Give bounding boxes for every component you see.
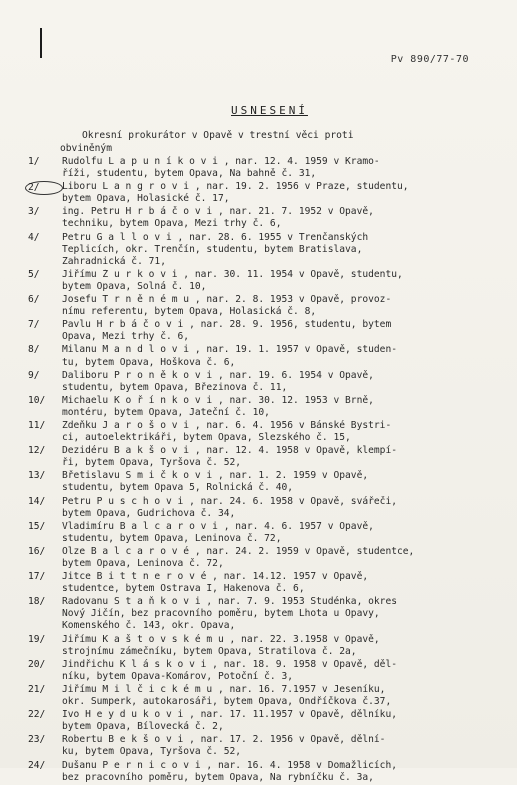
item-text-line: studentu, bytem Opava 5, Rolnická č. 40, — [62, 482, 294, 494]
item-text-line: studentu, bytem Opava, Leninova č. 72, — [62, 532, 282, 544]
list-item — [28, 420, 498, 444]
item-number: 17/ — [28, 571, 46, 583]
item-text — [62, 370, 498, 394]
item-text-line: Pavlu H r b á č o v i , nar. 28. 9. 1956, studentu, bytem — [62, 319, 392, 331]
item-text — [62, 546, 498, 570]
item-text-line: Olze B a l c a r o v é , nar. 24. 2. 1959 v Opavě, studentce, — [62, 545, 415, 557]
item-number: 8/ — [28, 344, 40, 356]
item-text-line: Jiřímu Ž u r k o v i , nar. 30. 11. 1954 v Opavě, studentu, — [62, 268, 403, 280]
item-text-line: bytem Opava, Bílovecká č. 2, — [62, 721, 224, 733]
item-text-line: strojnímu zámečníku, bytem Opava, Stratilova č. 2a, — [62, 645, 357, 657]
list-item — [28, 269, 498, 293]
list-item — [28, 546, 498, 570]
document-title: USNESENÍ — [231, 104, 308, 117]
item-number: 3/ — [28, 206, 40, 218]
item-text-line: Zahradnická č. 71, — [62, 255, 166, 267]
intro-line-2: obviněným — [60, 142, 112, 154]
item-text-line: ci, autoelektrikáři, bytem Opava, Slezského č. 15, — [62, 432, 351, 444]
list-item — [28, 634, 498, 658]
item-text — [62, 596, 498, 632]
item-text-line: Robertu B e k š o v i , nar. 17. 2. 1956 v Opavě, dělní- — [62, 734, 386, 746]
item-text-line: Jindřichu K l á s k o v i , nar. 18. 9. 1958 v Opavě, děl- — [62, 658, 398, 670]
item-text-line: tu, bytem Opava, Hoškova č. 6, — [62, 356, 236, 368]
item-number: 5/ — [28, 268, 40, 280]
item-text-line: bytem Opava, Solná č. 10, — [62, 280, 207, 292]
item-text — [62, 521, 498, 545]
item-text — [62, 571, 498, 595]
item-text-line: Josefu T r n ě n é m u , nar. 2. 8. 1953 v Opavě, provoz- — [62, 294, 392, 306]
item-text — [62, 445, 498, 469]
item-text — [62, 659, 498, 683]
list-item — [28, 395, 498, 419]
item-text — [62, 684, 498, 708]
item-text-line: níku, bytem Opava-Komárov, Potoční č. 3, — [62, 670, 294, 682]
list-item — [28, 181, 498, 205]
item-number: 7/ — [28, 319, 40, 331]
list-item — [28, 206, 498, 230]
item-number: 10/ — [28, 394, 46, 406]
item-text — [62, 269, 498, 293]
item-number: 24/ — [28, 759, 46, 771]
item-text-line: Vladimíru B a l c a r o v i , nar. 4. 6. 1957 v Opavě, — [62, 520, 374, 532]
item-number: 13/ — [28, 470, 46, 482]
item-text — [62, 709, 498, 733]
item-number: 6/ — [28, 294, 40, 306]
item-number: 20/ — [28, 658, 46, 670]
item-number: 1/ — [28, 156, 40, 167]
list-item — [28, 760, 498, 784]
item-text-line: Teplicích, okr. Trenčín, studentu, bytem Bratislava, — [62, 243, 363, 255]
item-text-line: Jiřímu M i l č i c k é m u , nar. 16. 7.1957 v Jeseníku, — [62, 683, 386, 695]
list-item — [28, 156, 498, 180]
item-text-line: Milanu M a n d l o v i , nar. 19. 1. 1957 v Opavě, studen- — [62, 344, 398, 356]
item-text-line: Petru P u s c h o v i , nar. 24. 6. 1958 v Opavě, svářeči, — [62, 495, 398, 507]
item-number: 22/ — [28, 709, 46, 721]
item-text — [62, 156, 498, 180]
item-text-line: ři, bytem Opava, Tyršova č. 52, — [62, 457, 242, 469]
list-item — [28, 496, 498, 520]
item-text-line: Jitce B i t t n e r o v é , nar. 14.12. 1957 v Opavě, — [62, 571, 369, 583]
item-text-line: Ivo H e y d u k o v i , nar. 17. 11.1957 v Opavě, dělníku, — [62, 709, 398, 721]
item-number: 15/ — [28, 520, 46, 532]
list-item — [28, 370, 498, 394]
item-text — [62, 496, 498, 520]
item-text-line: studentu, bytem Opava, Březinova č. 11, — [62, 381, 288, 393]
item-number: 9/ — [28, 369, 40, 381]
item-text-line: montéru, bytem Opava, Jateční č. 10, — [62, 406, 270, 418]
item-text-line: Dezidéru B a k š o v i , nar. 12. 4. 1958 v Opavě, klempí- — [62, 445, 398, 457]
list-item — [28, 521, 498, 545]
item-text-line: Nový Jičín, bez pracovního poměru, bytem Lhota u Opavy, — [62, 608, 380, 620]
list-item — [28, 684, 498, 708]
item-text-line: nímu referentu, bytem Opava, Holasická č. 8, — [62, 306, 317, 318]
item-number: 2/ — [25, 181, 63, 195]
accused-list — [28, 156, 498, 785]
item-text-line: Komenského č. 143, okr. Opava, — [62, 620, 236, 632]
item-number: 21/ — [28, 683, 46, 695]
item-text-line: Liboru L a n g r o v i , nar. 19. 2. 1956 v Praze, studentu, — [62, 181, 409, 193]
list-item — [28, 319, 498, 343]
list-item — [28, 470, 498, 494]
item-text-line: bytem Opava, Gudrichova č. 34, — [62, 507, 236, 519]
item-number: 12/ — [28, 445, 46, 457]
item-text-line: okr. Šumperk, autokarosáři, bytem Opava, Ondříčkova č.37, — [62, 696, 392, 708]
list-item — [28, 734, 498, 758]
list-item — [28, 232, 498, 268]
item-number: 23/ — [28, 734, 46, 746]
item-text-line: Petru G a l l o v i , nar. 28. 6. 1955 v Trenčanských — [62, 231, 369, 243]
item-text-line: bez pracovního poměru, bytem Opava, Na rybníčku č. 3a, — [62, 771, 374, 783]
item-text-line: techniku, bytem Opava, Mezi trhy č. 6, — [62, 218, 282, 230]
item-text-line: Radovanu S t a ň k o v i , nar. 7. 9. 1953 Studénka, okres — [62, 596, 398, 608]
item-text-line: ing. Petru H r b á č o v i , nar. 21. 7. 1952 v Opavě, — [62, 206, 374, 218]
item-text-line: Břetislavu S m i č k o v i , nar. 1. 2. 1959 v Opavě, — [62, 470, 369, 482]
item-text — [62, 344, 498, 368]
item-text — [62, 734, 498, 758]
intro-line-1: Okresní prokurátor v Opavě v trestní věci proti — [82, 130, 354, 141]
item-text — [62, 206, 498, 230]
item-number: 19/ — [28, 633, 46, 645]
item-text-line: Rudolfu L a p u n í k o v i , nar. 12. 4. 1959 v Kramo- — [62, 156, 380, 167]
list-item — [28, 571, 498, 595]
item-number: 14/ — [28, 495, 46, 507]
item-text — [62, 760, 498, 784]
item-number: 11/ — [28, 419, 46, 431]
item-text — [62, 294, 498, 318]
item-text — [62, 181, 498, 205]
item-number: 16/ — [28, 545, 46, 557]
item-text — [62, 470, 498, 494]
item-text-line: Zdeňku J a r o š o v i , nar. 6. 4. 1956 v Bánské Bystri- — [62, 419, 392, 431]
list-item — [28, 659, 498, 683]
item-text-line: ku, bytem Opava, Tyršova č. 52, — [62, 746, 242, 758]
list-item — [28, 294, 498, 318]
item-text-line: Opava, Mezi trhy č. 6, — [62, 331, 190, 343]
item-text — [62, 232, 498, 268]
list-item — [28, 445, 498, 469]
reference-number: Pv 890/77-70 — [390, 54, 469, 65]
item-number: 4/ — [28, 231, 40, 243]
item-text-line: říži, studentu, bytem Opava, Na bahně č. 31, — [62, 168, 317, 180]
item-text-line: bytem Opava, Holasické č. 17, — [62, 193, 230, 205]
item-text-line: studentce, bytem Ostrava I, Hakenova č. 6, — [62, 583, 305, 595]
list-item — [28, 709, 498, 733]
item-text — [62, 319, 498, 343]
item-text — [62, 634, 498, 658]
item-text — [62, 420, 498, 444]
list-item — [28, 596, 498, 632]
item-text-line: bytem Opava, Leninova č. 72, — [62, 558, 224, 569]
item-text-line: Daliboru P r o n ě k o v i , nar. 19. 6. 1954 v Opavě, — [62, 369, 374, 381]
item-text-line: Dušanu P e r n i c o v i , nar. 16. 4. 1958 v Domažlicích, — [62, 759, 398, 771]
item-text-line: Jiřímu K a š t o v s k é m u , nar. 22. 3.1958 v Opavě, — [62, 633, 380, 645]
intro-paragraph — [60, 130, 480, 155]
item-text — [62, 395, 498, 419]
list-item — [28, 344, 498, 368]
item-number: 18/ — [28, 596, 46, 608]
item-text-line: Michaelu K o ř í n k o v i , nar. 30. 12. 1953 v Brně, — [62, 394, 374, 406]
margin-mark — [40, 28, 42, 58]
